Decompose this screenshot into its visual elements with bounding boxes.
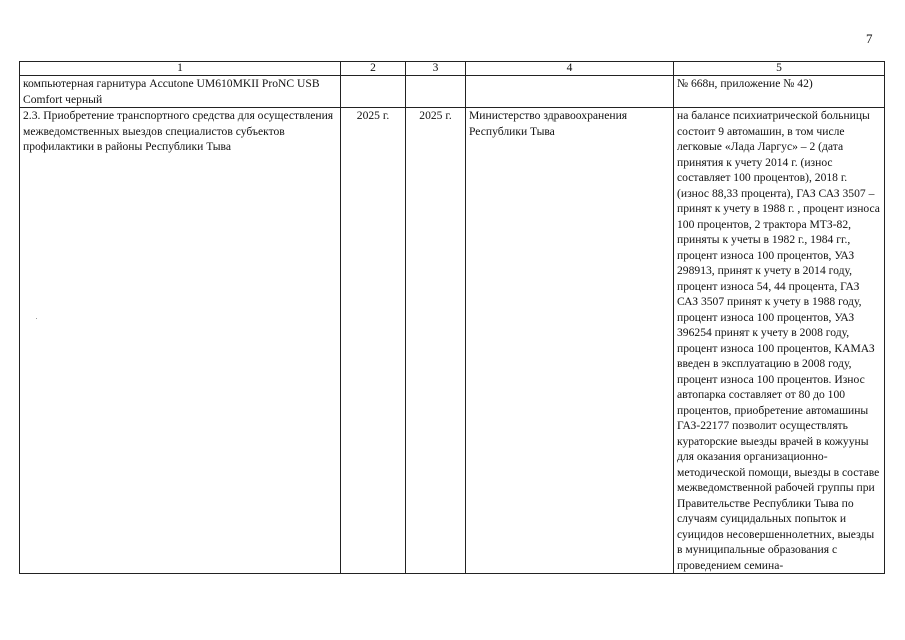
continuation-justification-cell: № 668н, приложение № 42) — [674, 76, 885, 108]
table-row-2-3 — [20, 108, 885, 574]
document-table — [19, 61, 885, 574]
start-year-cell: 2025 г. — [341, 108, 406, 574]
end-year-cell: 2025 г. — [406, 108, 466, 574]
continuation-end-cell — [406, 76, 466, 108]
responsible-executor-cell: Министерство здравоохранения Республики Тыва — [466, 108, 674, 574]
continuation-item-cell: компьютерная гарнитура Accutone UM610MKII ProNC USB Comfort черный — [20, 76, 341, 108]
column-header-2: 2 — [341, 62, 406, 76]
justification-cell: на балансе психиатрической больницы состоит 9 автомашин, в том числе легковые «Лада Ларгус» – 2 (дата принятия к учету 2014 г. (износ составляет 100 процентов), 2018 г. (износ 88,33 процента), ГАЗ САЗ 3507 – принят к учету в 1988 г. , процент износа 100 процентов, 2 трактора МТЗ-82, приняты к учеты в 1982 г., 1984 гг., процент износа 100 процентов, УАЗ 298913, принят к учету в 2014 году, процент износа 54, 44 процента, ГАЗ САЗ 3507 принят к учету в 1988 году, процент износа 100 процентов, УАЗ 396254 принят к учету в 2008 году, процент износа 100 процентов, КАМАЗ введен в эксплуатацию в 2008 году, процент износа 100 процентов. Износ автопарка составляет от 80 до 100 процентов, приобретение автомашины ГАЗ-22177 позволит осуществлять кураторские выезды врачей в кожууны для оказания организационно-методической помощи, выезды в составе межведомственной рабочей группы при Правительстве Республики Тыва по случаям суицидальных попыток и суицидов несовершеннолетних, выезды в муниципальные образования с проведением семина- — [674, 108, 885, 574]
table-row-continuation — [20, 76, 885, 108]
column-header-4: 4 — [466, 62, 674, 76]
table-header-row — [20, 62, 885, 76]
column-header-3: 3 — [406, 62, 466, 76]
continuation-start-cell — [341, 76, 406, 108]
scan-speck — [36, 318, 37, 319]
item-description-cell: 2.3. Приобретение транспортного средства для осуществления межведомственных выездов специалистов субъектов профилактики в районы Республики Тыва — [20, 108, 341, 574]
page-number: 7 — [866, 31, 873, 46]
column-header-1: 1 — [20, 62, 341, 76]
continuation-responsible-cell — [466, 76, 674, 108]
column-header-5: 5 — [674, 62, 885, 76]
